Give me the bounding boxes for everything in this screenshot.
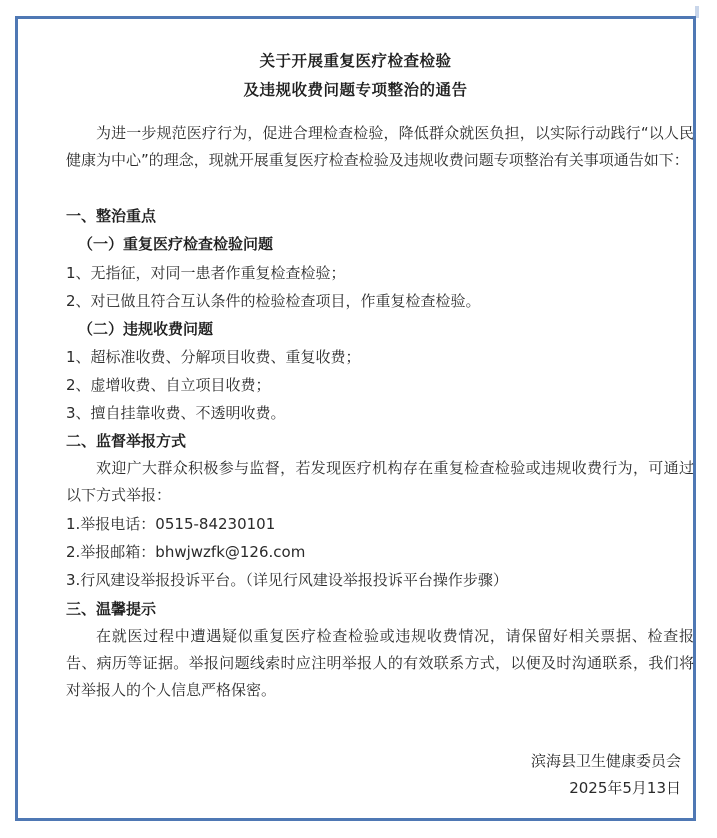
section1-sub2-item-1: 1、超标准收费、分解项目收费、重复收费； [66, 348, 361, 366]
section1-sub1-heading: （一）重复医疗检查检验问题 [78, 235, 274, 253]
report-email: 2.举报邮箱：bhwjwzfk@126.com [66, 543, 306, 561]
section1-sub2-item-3: 3、擅自挂靠收费、不透明收费。 [66, 404, 286, 422]
report-platform: 3.行风建设举报投诉平台。（详见行风建设举报投诉平台操作步骤） [66, 571, 508, 589]
section3-paragraph: 在就医过程中遭遇疑似重复医疗检查检验或违规收费情况，请保留好相关票据、检查报告、病历等证据。举报问题线索时应注明举报人的有效联系方式，以便及时沟通联系，我们将对举报人的个人信息严格保密。 [66, 627, 694, 699]
section3-heading: 三、温馨提示 [66, 600, 157, 618]
section2-heading: 二、监督举报方式 [66, 432, 187, 450]
section1-heading: 一、整治重点 [66, 207, 157, 225]
notice-intro-paragraph: 为进一步规范医疗行为，促进合理检查检验，降低群众就医负担，以实际行动践行“以人民健康为中心”的理念，现就开展重复医疗检查检验及违规收费问题专项整治有关事项通告如下： [66, 124, 694, 169]
section1-sub1-item-2: 2、对已做且符合互认条件的检验检查项目，作重复检查检验。 [66, 292, 481, 310]
section1-sub2-heading: （二）违规收费问题 [78, 320, 214, 338]
notice-title-line2: 及违规收费问题专项整治的通告 [243, 81, 468, 99]
notice-title-line1: 关于开展重复医疗检查检验 [259, 52, 452, 70]
section2-intro-paragraph: 欢迎广大群众积极参与监督，若发现医疗机构存在重复检查检验或违规收费行为，可通过以下方式举报： [66, 459, 694, 504]
signature-organization: 滨海县卫生健康委员会 [530, 752, 681, 770]
signature-date: 2025年5月13日 [569, 779, 681, 797]
section1-sub2-item-2: 2、虚增收费、自立项目收费； [66, 376, 271, 394]
notice-frame [15, 16, 696, 821]
section1-sub1-item-1: 1、无指征，对同一患者作重复检查检验； [66, 264, 346, 282]
report-phone: 1.举报电话：0515-84230101 [66, 515, 276, 533]
